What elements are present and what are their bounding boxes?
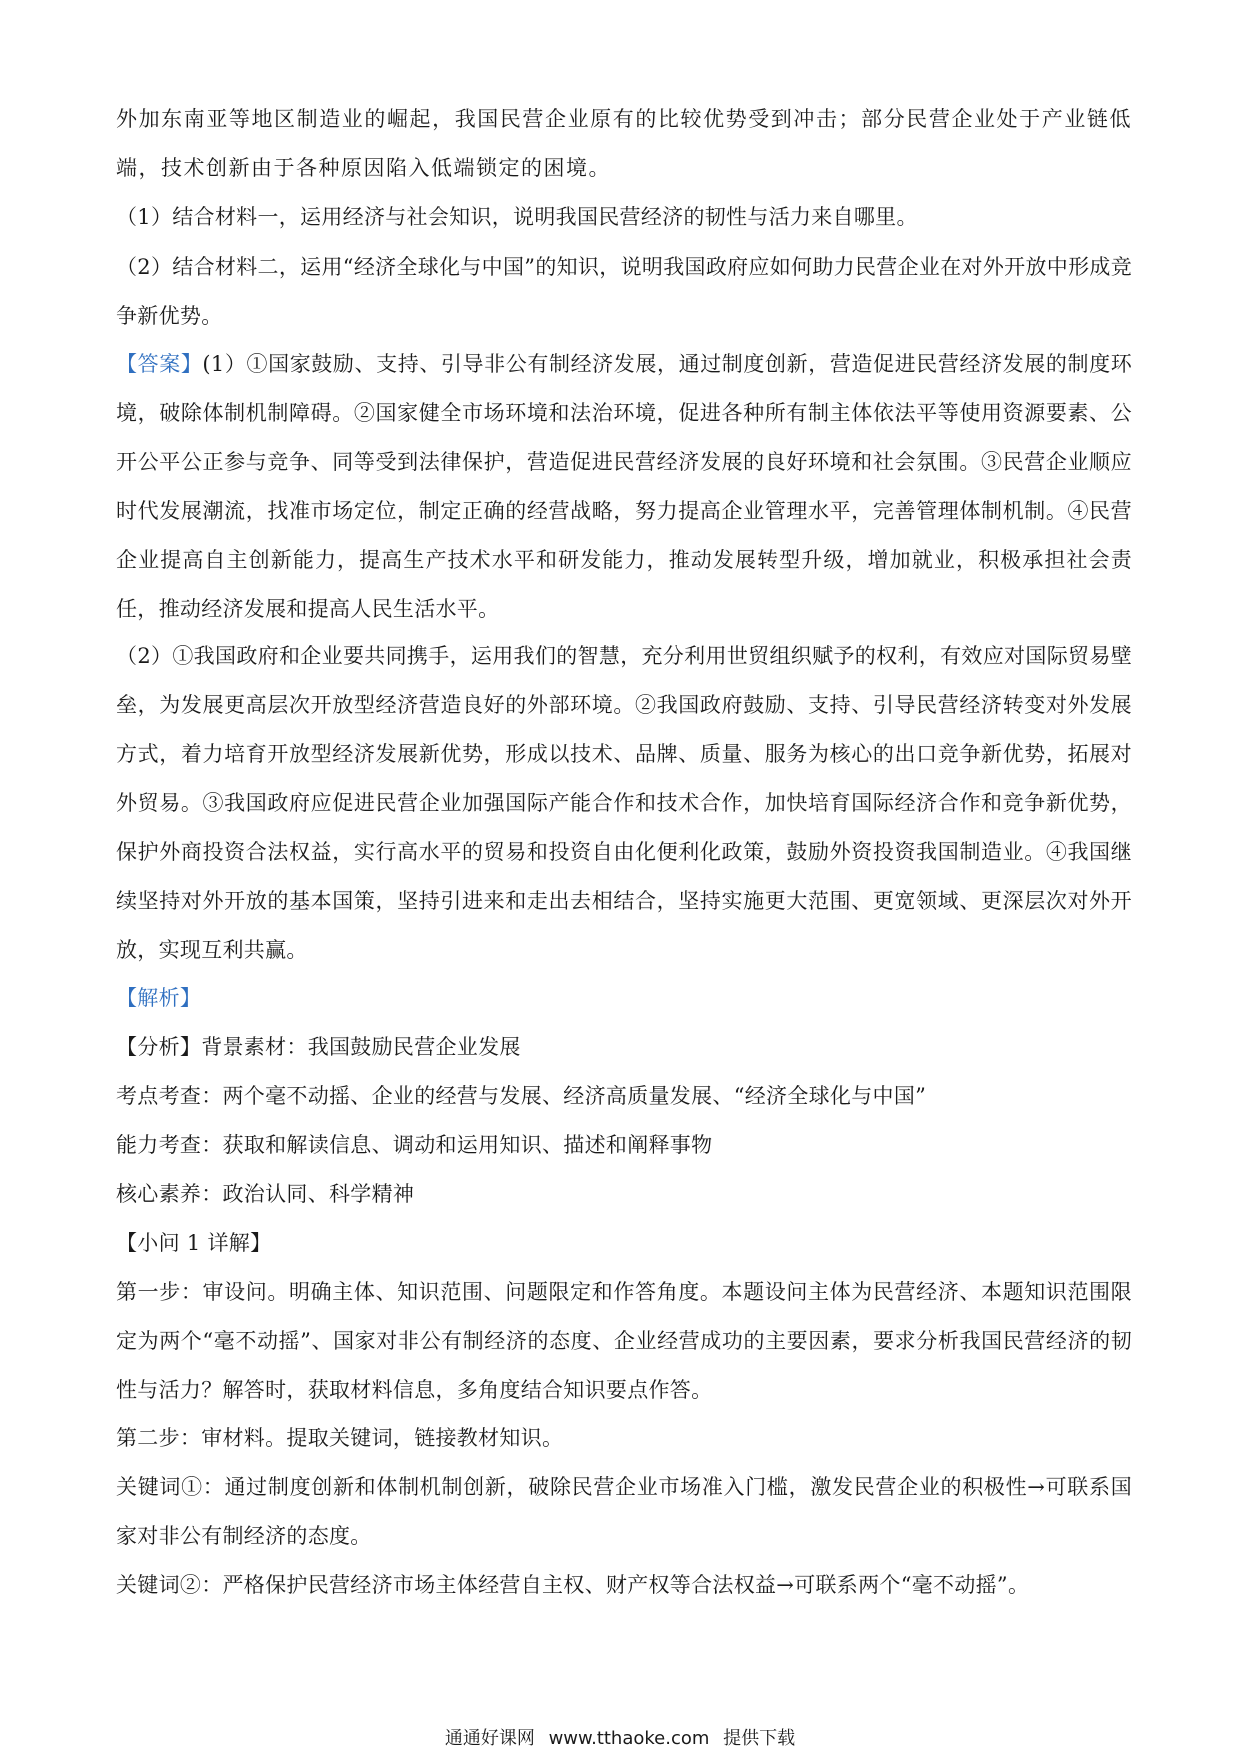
analysis-test-points: 考点考查：两个毫不动摇、企业的经营与发展、经济高质量发展、“经济全球化与中国” [116, 1084, 927, 1108]
footer-site-name: 通通好课网 [444, 1728, 535, 1749]
step-2: 第二步：审材料。提取关键词，链接教材知识。 [116, 1426, 564, 1450]
footer-suffix: 提供下载 [723, 1728, 796, 1749]
answer-part-1-text: (1）①国家鼓励、支持、引导非公有制经济发展，通过制度创新，营造促进民营经济发展的制度环境，破除体制机制障碍。②国家健全市场环境和法治环境，促进各种所有制主体依法平等使用资源要素、公开公平公正参与竞争、同等受到法律保护，营造促进民营经济发展的良好环境和社会氛围。③民营企业顺应时代发展潮流，找准市场定位，制定正确的经营战略，努力提高企业管理水平，完善管理体制机制。④民营企业提高自主创新能力，提高生产技术水平和研发能力，推动发展转型升级，增加就业，积极承担社会责任，推动经济发展和提高人民生活水平。 [116, 352, 1132, 621]
page-footer [0, 1724, 1240, 1750]
material-continuation: 外加东南亚等地区制造业的崛起，我国民营企业原有的比较优势受到冲击；部分民营企业处于产业链低端，技术创新由于各种原因陷入低端锁定的困境。 [116, 107, 1132, 180]
answer-part-2: （2）①我国政府和企业要共同携手，运用我们的智慧，充分利用世贸组织赋予的权利，有效应对国际贸易壁垒，为发展更高层次开放型经济营造良好的外部环境。②我国政府鼓励、支持、引导民营经济转变对外发展方式，着力培育开放型经济发展新优势，形成以技术、品牌、质量、服务为核心的出口竞争新优势，拓展对外贸易。③我国政府应促进民营企业加强国际产能合作和技术合作，加快培育国际经济合作和竞争新优势，保护外商投资合法权益，实行高水平的贸易和投资自由化便利化政策，鼓励外资投资我国制造业。④我国继续坚持对外开放的基本国策，坚持引进来和走出去相结合，坚持实施更大范围、更宽领域、更深层次对外开放，实现互利共赢。 [116, 644, 1132, 962]
analysis-background: 【分析】背景素材：我国鼓励民营企业发展 [116, 1035, 521, 1059]
answer-tag: 【答案】 [116, 352, 203, 376]
analysis-literacy: 核心素养：政治认同、科学精神 [116, 1182, 415, 1206]
footer-url[interactable]: www.tthaoke.com [548, 1728, 710, 1749]
keyword-1: 关键词①：通过制度创新和体制机制创新，破除民营企业市场准入门槛，激发民营企业的积极性→可联系国家对非公有制经济的态度。 [116, 1475, 1132, 1548]
analysis-abilities: 能力考查：获取和解读信息、调动和运用知识、描述和阐释事物 [116, 1133, 713, 1157]
keyword-2: 关键词②：严格保护民营经济市场主体经营自主权、财产权等合法权益→可联系两个“毫不动摇”。 [116, 1573, 1030, 1597]
answer-part-1 [116, 340, 1132, 634]
step-1: 第一步：审设问。明确主体、知识范围、问题限定和作答角度。本题设问主体为民营经济、本题知识范围限定为两个“毫不动摇”、国家对非公有制经济的态度、企业经营成功的主要因素，要求分析我国民营经济的韧性与活力？解答时，获取材料信息，多角度结合知识要点作答。 [116, 1280, 1132, 1402]
question-2: （2）结合材料二，运用“经济全球化与中国”的知识，说明我国政府应如何助力民营企业在对外开放中形成竞争新优势。 [116, 255, 1132, 328]
question-1: （1）结合材料一，运用经济与社会知识，说明我国民营经济的韧性与活力来自哪里。 [116, 205, 918, 229]
subquestion-1-heading: 【小问 1 详解】 [116, 1231, 272, 1255]
analysis-tag: 【解析】 [116, 986, 202, 1010]
